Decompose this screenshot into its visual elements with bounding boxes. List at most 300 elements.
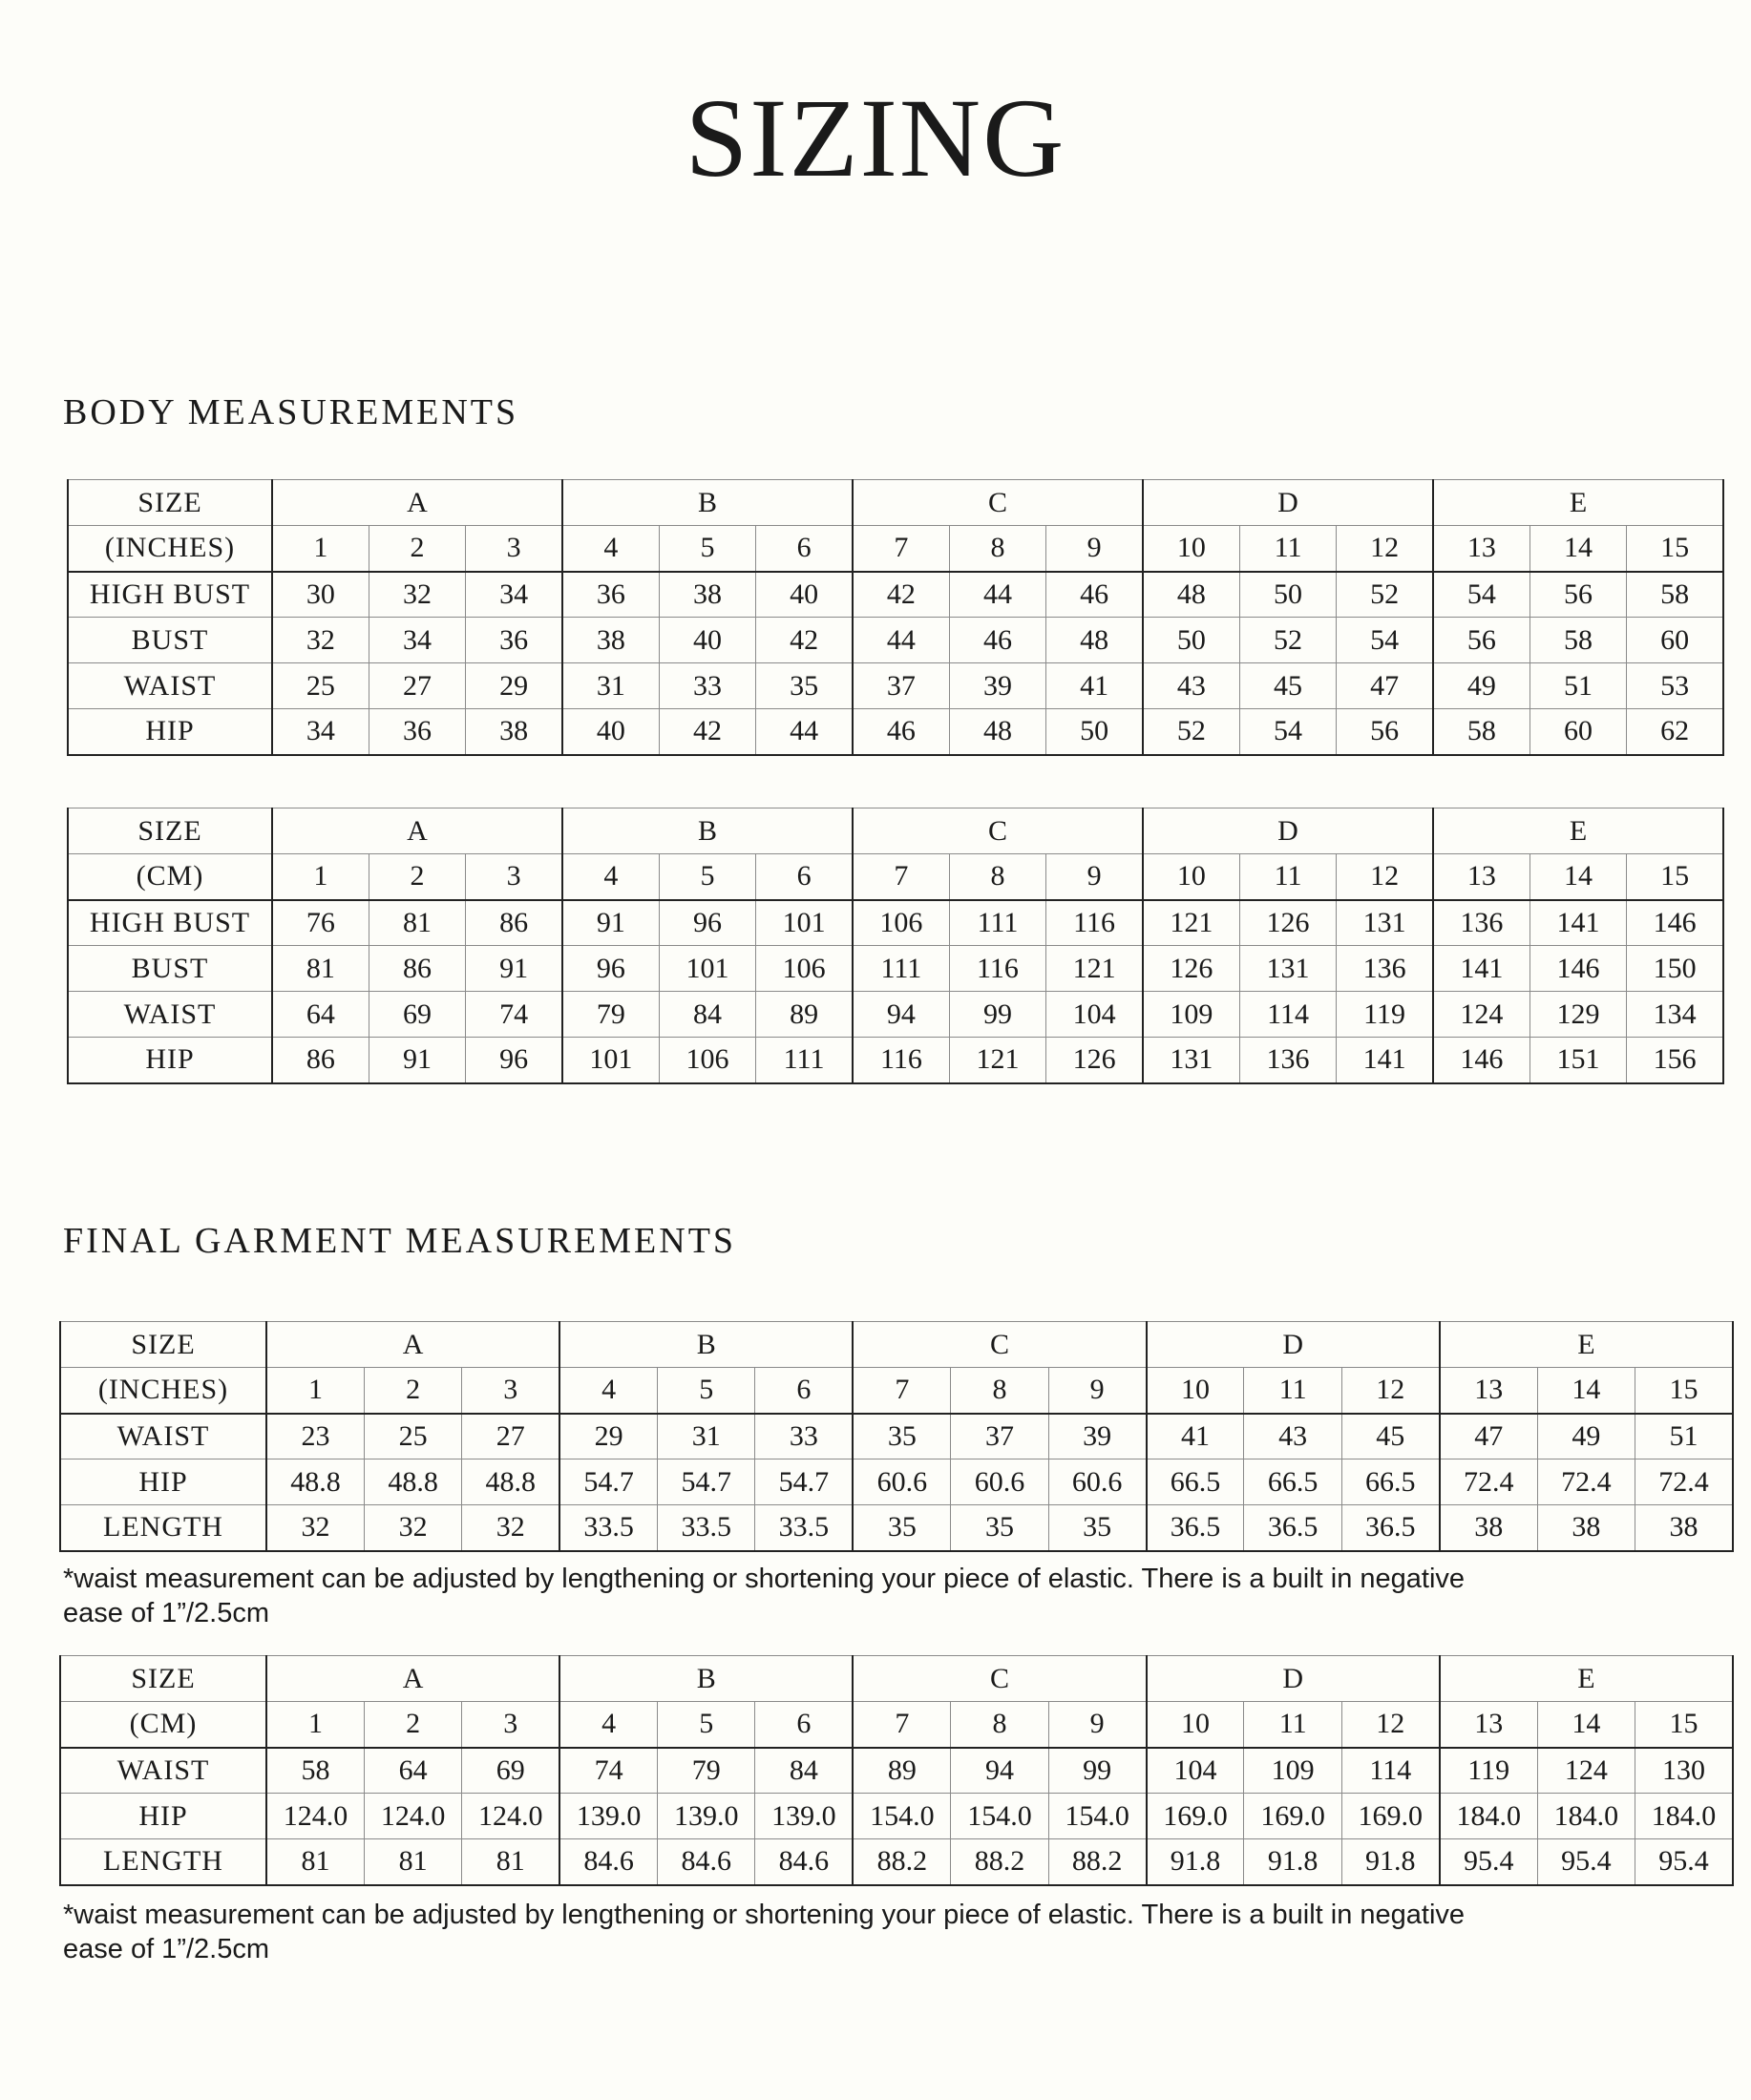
size-group-cell: B [562,480,853,526]
table-row [68,618,1723,663]
measurement-cell: 52 [1337,572,1433,618]
measurement-cell: 121 [1143,900,1239,946]
measurement-cell: 36 [562,572,659,618]
size-number-cell: 3 [466,854,562,900]
final-garment-measurements-heading: FINAL GARMENT MEASUREMENTS [63,1221,737,1261]
measurement-cell: 44 [949,572,1045,618]
measurement-cell: 60 [1627,618,1723,663]
measurement-cell: 109 [1244,1748,1341,1794]
measurement-cell: 129 [1529,992,1626,1038]
measurement-cell: 64 [364,1748,461,1794]
measurement-cell: 99 [1048,1748,1146,1794]
measurement-cell: 139.0 [559,1794,657,1839]
measurement-cell: 40 [756,572,853,618]
measurement-cell: 86 [272,1038,369,1083]
measurement-cell: 139.0 [755,1794,853,1839]
measurement-cell: 43 [1143,663,1239,709]
measurement-cell: 42 [756,618,853,663]
unit-label-cell: (CM) [68,854,272,900]
size-number-cell: 13 [1433,526,1529,572]
measurement-cell: 134 [1627,992,1723,1038]
size-group-cell: E [1433,808,1723,854]
measurement-cell: 66.5 [1244,1460,1341,1505]
measurement-cell: 54.7 [658,1460,755,1505]
size-number-cell: 9 [1048,1702,1146,1748]
measurement-cell: 151 [1529,1038,1626,1083]
size-group-cell: E [1433,480,1723,526]
measurement-cell: 131 [1337,900,1433,946]
measurement-cell: 130 [1635,1748,1733,1794]
measurement-cell: 49 [1537,1414,1635,1460]
measurement-cell: 119 [1440,1748,1537,1794]
body-measurements-cm-table [67,808,1724,1084]
size-group-cell: B [562,808,853,854]
size-number-cell: 13 [1440,1702,1537,1748]
size-number-cell: 14 [1529,526,1626,572]
measurement-cell: 30 [272,572,369,618]
size-number-cell: 14 [1529,854,1626,900]
measurement-cell: 33 [659,663,755,709]
measurement-cell: 88.2 [951,1839,1048,1885]
size-number-cell: 5 [659,526,755,572]
size-number-cell: 13 [1433,854,1529,900]
table-row [60,1839,1733,1885]
measurement-cell: 33.5 [658,1505,755,1551]
size-group-row [68,808,1723,854]
measurement-cell: 46 [1046,572,1143,618]
measurement-cell: 37 [853,663,949,709]
measurement-cell: 146 [1529,946,1626,992]
measurement-cell: 32 [369,572,465,618]
measurement-cell: 91 [466,946,562,992]
measurement-cell: 89 [756,992,853,1038]
waist-note-cm: *waist measurement can be adjusted by lengthening or shortening your piece of elastic. There is a built in negative ease of 1”/2.5cm [63,1900,1466,1964]
size-number-cell: 12 [1337,854,1433,900]
measurement-cell: 41 [1147,1414,1244,1460]
measurement-cell: 32 [266,1505,364,1551]
size-group-row [68,480,1723,526]
measurement-cell: 35 [853,1414,950,1460]
measurement-cell: 154.0 [853,1794,950,1839]
measurement-cell: 36.5 [1341,1505,1439,1551]
page-title: SIZING [685,75,1066,200]
measurement-cell: 44 [853,618,949,663]
size-number-cell: 10 [1147,1702,1244,1748]
measurement-cell: 52 [1143,709,1239,755]
measurement-cell: 50 [1046,709,1143,755]
garment-measurements-inches-table [59,1321,1734,1552]
measurement-cell: 27 [369,663,465,709]
size-group-row [60,1656,1733,1702]
size-number-cell: 11 [1244,1702,1341,1748]
size-number-cell: 13 [1440,1368,1537,1414]
unit-label-cell: (INCHES) [60,1368,266,1414]
size-number-cell: 12 [1341,1702,1439,1748]
measurement-cell: 37 [951,1414,1048,1460]
table-row [60,1505,1733,1551]
size-number-cell: 15 [1635,1702,1733,1748]
size-group-cell: C [853,480,1143,526]
measurement-cell: 99 [949,992,1045,1038]
row-label-cell: BUST [68,618,272,663]
measurement-cell: 56 [1433,618,1529,663]
measurement-cell: 33 [755,1414,853,1460]
measurement-cell: 169.0 [1341,1794,1439,1839]
measurement-cell: 84 [755,1748,853,1794]
size-number-cell: 1 [266,1702,364,1748]
row-label-cell: LENGTH [60,1839,266,1885]
table-row [68,946,1723,992]
measurement-cell: 52 [1239,618,1336,663]
size-number-cell: 6 [756,854,853,900]
measurement-cell: 101 [659,946,755,992]
size-number-cell: 15 [1635,1368,1733,1414]
measurement-cell: 35 [1048,1505,1146,1551]
measurement-cell: 48.8 [364,1460,461,1505]
size-number-cell: 1 [266,1368,364,1414]
measurement-cell: 69 [369,992,465,1038]
table-row [60,1794,1733,1839]
size-number-cell: 6 [755,1368,853,1414]
size-group-cell: C [853,808,1143,854]
measurement-cell: 51 [1635,1414,1733,1460]
table-row [68,992,1723,1038]
row-label-cell: HIP [68,709,272,755]
measurement-cell: 38 [562,618,659,663]
measurement-cell: 56 [1529,572,1626,618]
measurement-cell: 46 [949,618,1045,663]
measurement-cell: 109 [1143,992,1239,1038]
size-group-cell: C [853,1322,1146,1368]
measurement-cell: 94 [951,1748,1048,1794]
measurement-cell: 41 [1046,663,1143,709]
table-row [60,1460,1733,1505]
measurement-cell: 91.8 [1147,1839,1244,1885]
measurement-cell: 104 [1147,1748,1244,1794]
measurement-cell: 154.0 [1048,1794,1146,1839]
measurement-cell: 36.5 [1244,1505,1341,1551]
measurement-cell: 141 [1529,900,1626,946]
size-group-cell: B [559,1656,853,1702]
measurement-cell: 184.0 [1635,1794,1733,1839]
size-number-cell: 15 [1627,526,1723,572]
size-number-cell: 12 [1337,526,1433,572]
measurement-cell: 34 [466,572,562,618]
size-number-cell: 1 [272,526,369,572]
measurement-cell: 69 [462,1748,559,1794]
measurement-cell: 84.6 [559,1839,657,1885]
table-row [68,1038,1723,1083]
measurement-cell: 42 [853,572,949,618]
size-number-cell: 6 [755,1702,853,1748]
row-label-cell: LENGTH [60,1505,266,1551]
measurement-cell: 104 [1046,992,1143,1038]
measurement-cell: 35 [756,663,853,709]
measurement-cell: 36.5 [1147,1505,1244,1551]
measurement-cell: 84.6 [658,1839,755,1885]
table-row [60,1748,1733,1794]
measurement-cell: 48.8 [462,1460,559,1505]
measurement-cell: 56 [1337,709,1433,755]
size-number-cell: 3 [462,1368,559,1414]
size-number-row [60,1368,1733,1414]
measurement-cell: 111 [853,946,949,992]
measurement-cell: 31 [658,1414,755,1460]
measurement-cell: 25 [364,1414,461,1460]
measurement-cell: 54.7 [755,1460,853,1505]
row-label-cell: HIGH BUST [68,900,272,946]
measurement-cell: 139.0 [658,1794,755,1839]
table-row [68,900,1723,946]
measurement-cell: 89 [853,1748,950,1794]
measurement-cell: 101 [562,1038,659,1083]
size-label-cell: SIZE [68,480,272,526]
measurement-cell: 150 [1627,946,1723,992]
row-label-cell: BUST [68,946,272,992]
measurement-cell: 38 [1440,1505,1537,1551]
size-number-cell: 5 [658,1702,755,1748]
measurement-cell: 116 [1046,900,1143,946]
measurement-cell: 54 [1433,572,1529,618]
measurement-cell: 126 [1143,946,1239,992]
measurement-cell: 91 [562,900,659,946]
size-number-cell: 4 [559,1702,657,1748]
measurement-cell: 86 [466,900,562,946]
measurement-cell: 51 [1529,663,1626,709]
size-number-cell: 8 [949,854,1045,900]
measurement-cell: 62 [1627,709,1723,755]
measurement-cell: 126 [1239,900,1336,946]
measurement-cell: 35 [951,1505,1048,1551]
measurement-cell: 54 [1239,709,1336,755]
size-number-cell: 4 [559,1368,657,1414]
measurement-cell: 116 [949,946,1045,992]
measurement-cell: 114 [1239,992,1336,1038]
measurement-cell: 106 [853,900,949,946]
measurement-cell: 96 [659,900,755,946]
measurement-cell: 91.8 [1244,1839,1341,1885]
measurement-cell: 36 [466,618,562,663]
measurement-cell: 44 [756,709,853,755]
measurement-cell: 32 [462,1505,559,1551]
measurement-cell: 36 [369,709,465,755]
measurement-cell: 29 [466,663,562,709]
measurement-cell: 79 [658,1748,755,1794]
measurement-cell: 38 [659,572,755,618]
measurement-cell: 48 [1046,618,1143,663]
measurement-cell: 136 [1337,946,1433,992]
measurement-cell: 76 [272,900,369,946]
measurement-cell: 88.2 [1048,1839,1146,1885]
measurement-cell: 106 [659,1038,755,1083]
size-number-cell: 4 [562,526,659,572]
measurement-cell: 111 [949,900,1045,946]
measurement-cell: 79 [562,992,659,1038]
measurement-cell: 45 [1341,1414,1439,1460]
measurement-cell: 32 [272,618,369,663]
measurement-cell: 47 [1440,1414,1537,1460]
measurement-cell: 42 [659,709,755,755]
measurement-cell: 91 [369,1038,465,1083]
measurement-cell: 84 [659,992,755,1038]
size-number-cell: 8 [951,1702,1048,1748]
measurement-cell: 95.4 [1635,1839,1733,1885]
measurement-cell: 154.0 [951,1794,1048,1839]
measurement-cell: 86 [369,946,465,992]
measurement-cell: 184.0 [1440,1794,1537,1839]
measurement-cell: 169.0 [1147,1794,1244,1839]
size-label-cell: SIZE [60,1656,266,1702]
measurement-cell: 136 [1239,1038,1336,1083]
measurement-cell: 54.7 [559,1460,657,1505]
row-label-cell: HIP [60,1460,266,1505]
size-number-cell: 2 [369,526,465,572]
measurement-cell: 47 [1337,663,1433,709]
size-number-cell: 11 [1244,1368,1341,1414]
table-row [68,572,1723,618]
table-row [60,1414,1733,1460]
measurement-cell: 34 [272,709,369,755]
measurement-cell: 124.0 [462,1794,559,1839]
measurement-cell: 106 [756,946,853,992]
size-number-row [60,1702,1733,1748]
measurement-cell: 84.6 [755,1839,853,1885]
measurement-cell: 169.0 [1244,1794,1341,1839]
size-group-cell: D [1147,1656,1440,1702]
size-number-cell: 4 [562,854,659,900]
size-label-cell: SIZE [60,1322,266,1368]
measurement-cell: 45 [1239,663,1336,709]
row-label-cell: HIP [68,1038,272,1083]
measurement-cell: 32 [364,1505,461,1551]
size-number-cell: 2 [364,1702,461,1748]
size-group-cell: E [1440,1656,1733,1702]
measurement-cell: 111 [756,1038,853,1083]
size-group-cell: C [853,1656,1146,1702]
size-number-cell: 5 [658,1368,755,1414]
measurement-cell: 81 [462,1839,559,1885]
row-label-cell: HIP [60,1794,266,1839]
body-measurements-inches-table [67,479,1724,756]
measurement-cell: 141 [1433,946,1529,992]
measurement-cell: 43 [1244,1414,1341,1460]
measurement-cell: 124 [1433,992,1529,1038]
size-group-cell: E [1440,1322,1733,1368]
row-label-cell: WAIST [68,663,272,709]
measurement-cell: 131 [1143,1038,1239,1083]
size-group-cell: A [272,808,562,854]
measurement-cell: 60.6 [951,1460,1048,1505]
size-number-cell: 9 [1046,526,1143,572]
measurement-cell: 124 [1537,1748,1635,1794]
measurement-cell: 81 [364,1839,461,1885]
unit-label-cell: (INCHES) [68,526,272,572]
measurement-cell: 31 [562,663,659,709]
size-number-cell: 2 [369,854,465,900]
measurement-cell: 96 [466,1038,562,1083]
measurement-cell: 116 [853,1038,949,1083]
measurement-cell: 74 [559,1748,657,1794]
size-number-cell: 3 [462,1702,559,1748]
measurement-cell: 121 [949,1038,1045,1083]
size-number-cell: 6 [756,526,853,572]
measurement-cell: 66.5 [1341,1460,1439,1505]
size-number-cell: 5 [659,854,755,900]
measurement-cell: 96 [562,946,659,992]
measurement-cell: 101 [756,900,853,946]
size-number-cell: 14 [1537,1368,1635,1414]
measurement-cell: 121 [1046,946,1143,992]
body-measurements-heading: BODY MEASUREMENTS [63,392,519,432]
measurement-cell: 94 [853,992,949,1038]
measurement-cell: 66.5 [1147,1460,1244,1505]
measurement-cell: 49 [1433,663,1529,709]
measurement-cell: 60.6 [853,1460,950,1505]
measurement-cell: 50 [1239,572,1336,618]
row-label-cell: WAIST [68,992,272,1038]
size-number-cell: 10 [1147,1368,1244,1414]
measurement-cell: 74 [466,992,562,1038]
measurement-cell: 88.2 [853,1839,950,1885]
size-number-cell: 15 [1627,854,1723,900]
measurement-cell: 95.4 [1537,1839,1635,1885]
size-group-cell: B [559,1322,853,1368]
measurement-cell: 141 [1337,1038,1433,1083]
measurement-cell: 46 [853,709,949,755]
size-number-row [68,854,1723,900]
size-number-cell: 12 [1341,1368,1439,1414]
row-label-cell: HIGH BUST [68,572,272,618]
measurement-cell: 48.8 [266,1460,364,1505]
size-number-cell: 8 [949,526,1045,572]
measurement-cell: 27 [462,1414,559,1460]
size-number-cell: 9 [1046,854,1143,900]
measurement-cell: 131 [1239,946,1336,992]
size-number-cell: 10 [1143,526,1239,572]
measurement-cell: 50 [1143,618,1239,663]
waist-note-inches: *waist measurement can be adjusted by lengthening or shortening your piece of elastic. There is a built in negative ease of 1”/2.5cm [63,1564,1466,1628]
measurement-cell: 39 [949,663,1045,709]
measurement-cell: 60.6 [1048,1460,1146,1505]
measurement-cell: 48 [949,709,1045,755]
measurement-cell: 38 [466,709,562,755]
size-number-cell: 7 [853,1702,950,1748]
measurement-cell: 146 [1433,1038,1529,1083]
size-number-cell: 2 [364,1368,461,1414]
size-number-cell: 9 [1048,1368,1146,1414]
measurement-cell: 58 [1433,709,1529,755]
size-number-cell: 11 [1239,526,1336,572]
row-label-cell: WAIST [60,1414,266,1460]
measurement-cell: 33.5 [559,1505,657,1551]
measurement-cell: 29 [559,1414,657,1460]
measurement-cell: 81 [272,946,369,992]
size-number-cell: 14 [1537,1702,1635,1748]
size-group-cell: D [1143,808,1433,854]
measurement-cell: 156 [1627,1038,1723,1083]
garment-measurements-cm-table [59,1655,1734,1886]
measurement-cell: 58 [1627,572,1723,618]
size-group-cell: A [266,1322,559,1368]
unit-label-cell: (CM) [60,1702,266,1748]
measurement-cell: 60 [1529,709,1626,755]
measurement-cell: 114 [1341,1748,1439,1794]
measurement-cell: 40 [659,618,755,663]
measurement-cell: 124.0 [364,1794,461,1839]
size-number-cell: 7 [853,854,949,900]
measurement-cell: 53 [1627,663,1723,709]
measurement-cell: 119 [1337,992,1433,1038]
